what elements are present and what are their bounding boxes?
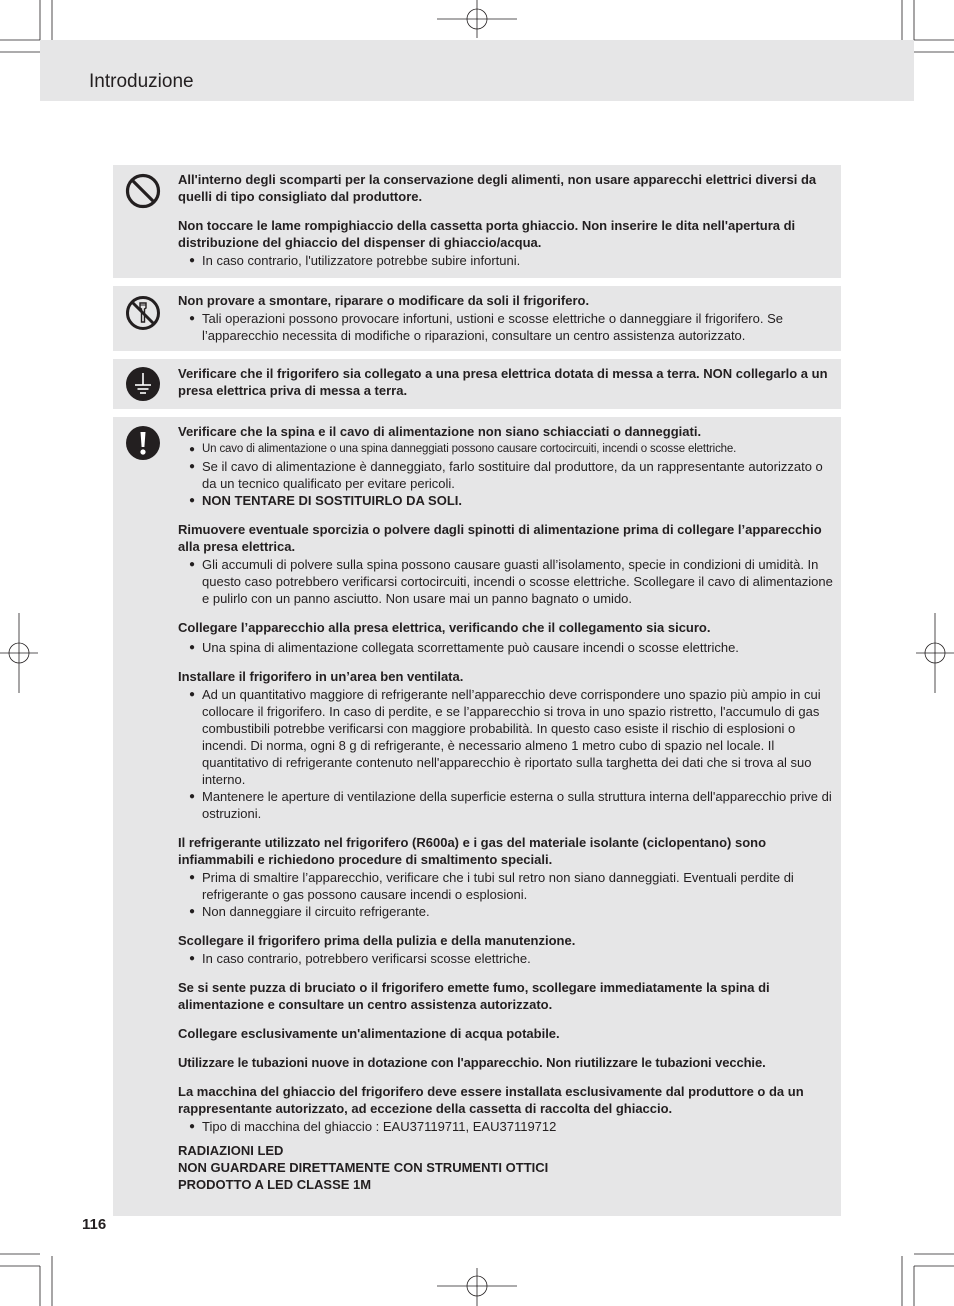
warning-box-disassembly	[113, 286, 841, 351]
bullet-item: ● Gli accumuli di polvere sulla spina possono causare guasti all’isolamento, specie in condizioni di umidità. In questo caso potrebbero verificarsi cortocircuiti, incendi o scosse elettriche. Scollegare il cavo di alimentazione e pulirlo con un panno asciutto. Non usare mai un panno bagnato o umido.	[202, 556, 833, 607]
led-notice-line: PRODOTTO A LED CLASSE 1M	[178, 1177, 372, 1192]
section-heading: Utilizzare le tubazioni nuove in dotazione con l'apparecchio. Non riutilizzare le tubazioni vecchie.	[178, 1055, 766, 1070]
led-notice-line: NON GUARDARE DIRETTAMENTE CON STRUMENTI OTTICI	[178, 1160, 549, 1175]
section-heading: Scollegare il frigorifero prima della pulizia e della manutenzione.	[178, 933, 576, 948]
exclamation-icon	[125, 425, 161, 461]
section-heading: Verificare che la spina e il cavo di alimentazione non siano schiacciati o danneggiati.	[178, 424, 702, 439]
bullet-item: ● Una spina di alimentazione collegata scorrettamente può causare incendi o scosse elettriche.	[202, 639, 833, 656]
bullet-item: ● Non danneggiare il circuito refrigerante.	[202, 903, 833, 920]
section-heading: La macchina del ghiaccio del frigorifero deve essere installata esclusivamente dal produttore o da un rappresentante autorizzato, ad eccezione della cassetta di raccolta del ghiaccio.	[178, 1084, 804, 1116]
section-heading: Collegare l’apparecchio alla presa elettrica, verificando che il collegamento sia sicuro.	[178, 620, 711, 635]
warning-box-electrical-appliances	[113, 165, 841, 278]
bullet-item: ● Un cavo di alimentazione o una spina danneggiati possono causare cortocircuiti, incendi o scosse elettriche.	[202, 441, 833, 458]
warning-box-power-and-installation	[113, 417, 841, 1216]
warning-text: Non provare a smontare, riparare o modificare da soli il frigorifero.	[178, 293, 590, 308]
section-heading: Se si sente puzza di bruciato o il frigorifero emette fumo, scollegare immediatamente la spina di alimentazione e consultare un centro assistenza autorizzato.	[178, 980, 770, 1012]
section-title: Introduzione	[89, 71, 194, 92]
section-header	[40, 40, 914, 101]
led-notice-line: RADIAZIONI LED	[178, 1143, 284, 1158]
no-disassembly-icon	[125, 295, 161, 331]
bullet-item: ● In caso contrario, potrebbero verificarsi scosse elettriche.	[202, 950, 833, 967]
bullet-item: ● Prima di smaltire l’apparecchio, verificare che i tubi sul retro non siano danneggiati. Eventuali perdite di refrigerante o gas possono causare incendi o esplosioni.	[202, 869, 833, 903]
page-number: 116	[82, 1216, 107, 1233]
bullet-item: ● Tipo di macchina del ghiaccio : EAU37119711, EAU37119712	[202, 1118, 833, 1135]
bullet-item: ● Mantenere le aperture di ventilazione della superficie esterna o sulla struttura interna dell'apparecchio prive di ostruzioni.	[202, 788, 833, 822]
bullet-item: ● Ad un quantitativo maggiore di refrigerante nell’apparecchio deve corrispondere uno spazio più ampio in cui collocare il frigorifero. In caso di perdite, e se l’apparecchio si trova in uno spazio ristretto, l'accumulo di gas combustibili potrebbe verificarsi con maggiore probabilità. In questo caso esiste il rischio di esplosioni o incendi. Di norma, ogni 8 g di refrigerante, è necessario almeno 1 metro cubo di spazio nel locale. Il quantitativo di refrigerante contenuto nell'apparecchio è riportato sulla targhetta dei dati che si trova al suo interno.	[202, 686, 833, 788]
warning-text: All'interno degli scomparti per la conservazione degli alimenti, non usare apparecchi elettrici diversi da quelli di tipo consigliato dal produttore.	[178, 172, 817, 204]
section-heading: Collegare esclusivamente un'alimentazione di acqua potabile.	[178, 1026, 560, 1041]
bullet-item: ● NON TENTARE DI SOSTITUIRLO DA SOLI.	[202, 492, 833, 509]
warning-text: Non toccare le lame rompighiaccio della cassetta porta ghiaccio. Non inserire le dita nell'apertura di distribuzione del ghiaccio del dispenser di ghiaccio/acqua.	[178, 218, 796, 250]
warning-box-grounding	[113, 359, 841, 409]
section-heading: Il refrigerante utilizzato nel frigorifero (R600a) e i gas del materiale isolante (ciclopentano) sono infiammabili e richiedono procedure di smaltimento speciali.	[178, 835, 767, 867]
prohibited-icon	[125, 173, 161, 209]
bullet-item: ● Se il cavo di alimentazione è danneggiato, farlo sostituire dal produttore, da un rappresentante autorizzato o da un tecnico qualificato per evitare pericoli.	[202, 458, 833, 492]
section-heading: Rimuovere eventuale sporcizia o polvere dagli spinotti di alimentazione prima di collegare l’apparecchio alla presa elettrica.	[178, 522, 822, 554]
bullet-item: ● Tali operazioni possono provocare infortuni, ustioni e scosse elettriche o danneggiare il frigorifero. Se l’apparecchio necessita di modifiche o riparazioni, consultare un centro assistenza autorizzato.	[202, 310, 833, 344]
warning-text: Verificare che il frigorifero sia collegato a una presa elettrica dotata di messa a terra. NON collegarlo a un presa elettrica priva di messa a terra.	[178, 366, 828, 398]
section-heading: Installare il frigorifero in un’area ben ventilata.	[178, 669, 464, 684]
bullet-item: ● In caso contrario, l'utilizzatore potrebbe subire infortuni.	[202, 252, 833, 269]
ground-icon	[125, 366, 161, 402]
